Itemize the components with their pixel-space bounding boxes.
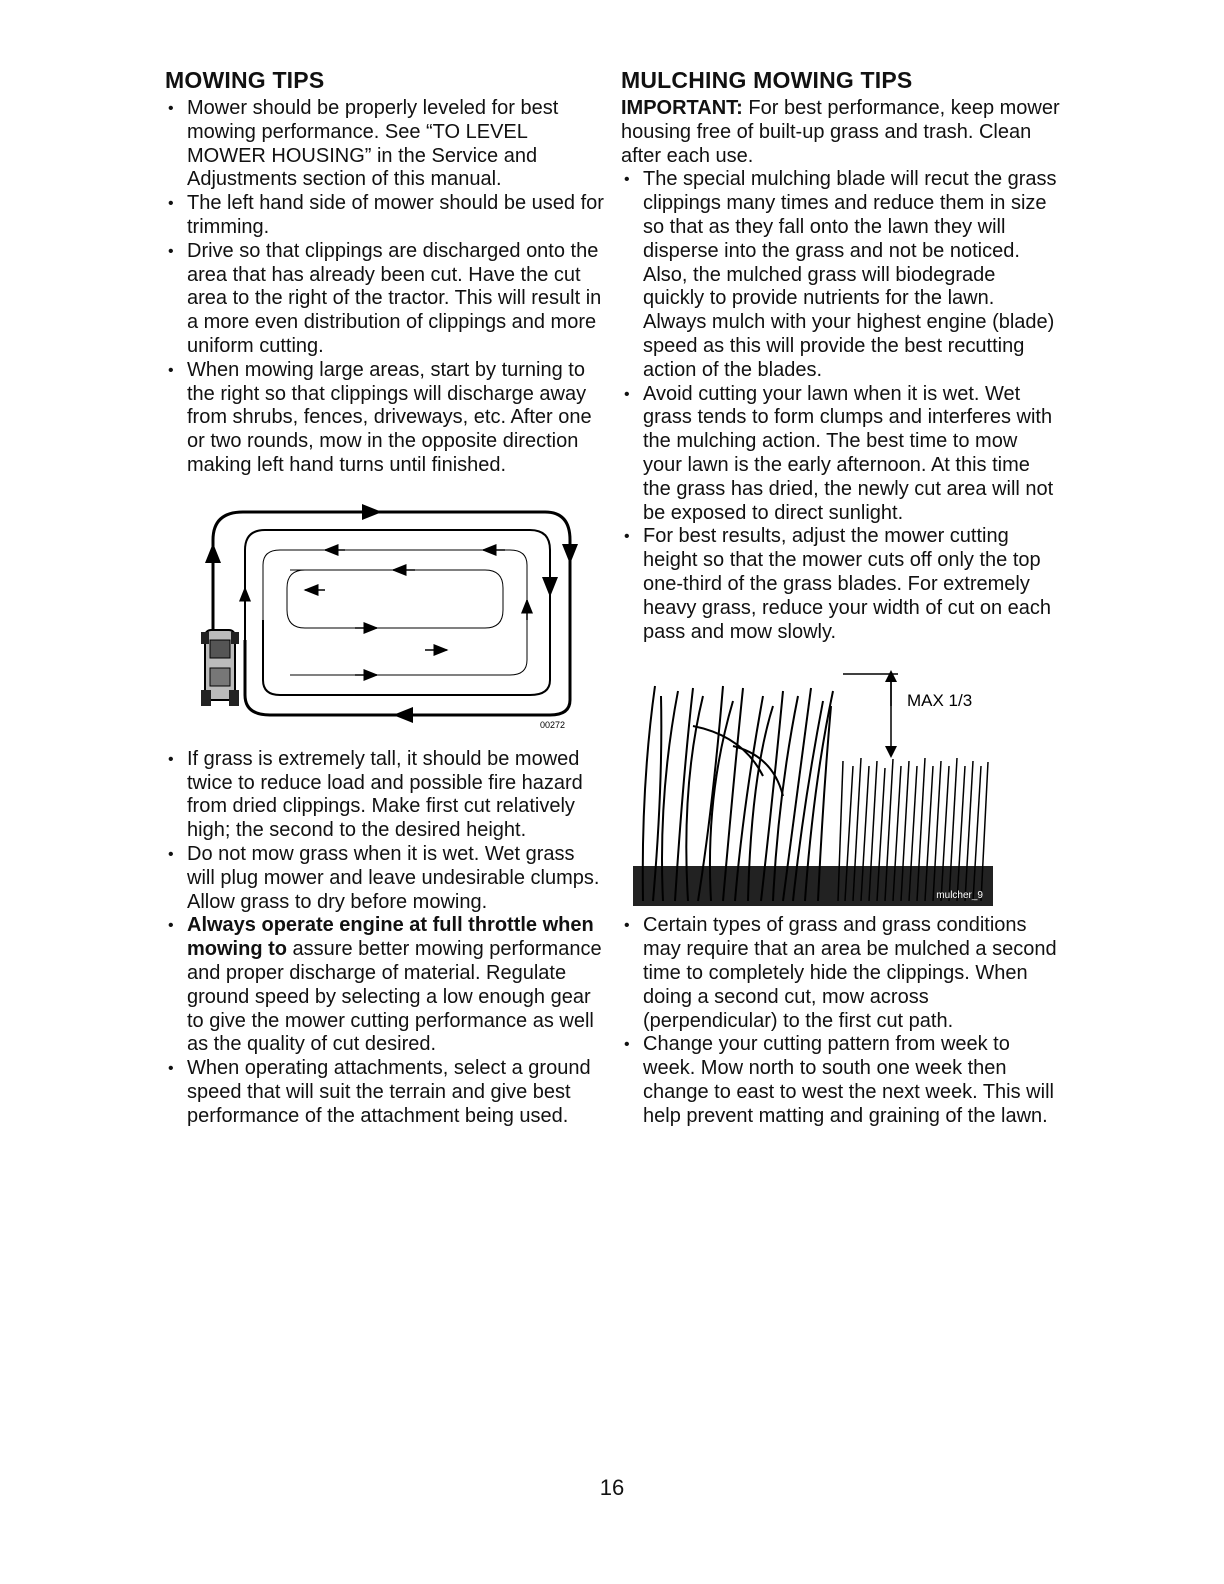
list-item: • The left hand side of mower should be used for trimming. [165,192,605,240]
grass-illustration [633,666,993,906]
list-item: • When mowing large areas, start by turning to the right so that clippings will discharge away from shrubs, fences, driveways, etc. After one or two rounds, mow in the opposite direction making left hand turns until finished. [165,359,605,478]
throttle-bold-text: Always operate engine at full throttle when mowing to [187,914,594,961]
list-item: • When operating attachments, select a ground speed that will suit the terrain and give best performance of the attachment being used. [165,1057,605,1128]
throttle-rest-text: assure better mowing performance and proper discharge of material. Regulate ground speed by selecting a low enough gear to give the mower cutting performance as well as the quality of cut desired. [187,938,602,1056]
pattern-figure-code: 00272 [539,719,565,730]
mowing-tips-list-a [165,97,605,478]
mulching-tips-list-a [621,168,1061,644]
important-note [621,97,1061,168]
right-column [621,66,1061,1129]
mulching-tips-heading: MULCHING MOWING TIPS [621,67,913,93]
list-item [165,914,605,1057]
list-item: • Certain types of grass and grass conditions may require that an area be mulched a second time to completely hide the clippings. When doing a second cut, mow across (perpendicular) to the first cut path. [621,914,1061,1033]
mowing-pattern-illustration [165,500,605,730]
grass-figure-code: mulcher_9 [936,890,983,902]
mowing-tips-list-b [165,748,605,1129]
list-item: • Change your cutting pattern from week to week. Mow north to south one week then change to east to west the next week. This will help prevent matting and graining of the lawn. [621,1033,1061,1128]
list-item: • Mower should be properly leveled for best mowing performance. See “TO LEVEL MOWER HOUSING” in the Service and Adjustments section of this manual. [165,97,605,192]
left-column [165,66,605,1129]
list-item: • Drive so that clippings are discharged onto the area that has already been cut. Have the cut area to the right of the tractor. This will result in a more even distribution of clippings and more uniform cutting. [165,240,605,359]
list-item: • If grass is extremely tall, it should be mowed twice to reduce load and possible fire hazard from dried clippings. Make first cut relatively high; the second to the desired height. [165,748,605,843]
mowing-pattern-diagram [165,500,605,730]
max-third-label: MAX 1/3 [907,691,973,711]
mowing-tips-heading: MOWING TIPS [165,67,325,93]
important-text: For best performance, keep mower housing free of built-up grass and trash. Clean after each use. [621,97,1060,167]
important-label: IMPORTANT: [621,97,743,119]
grass-height-diagram [633,666,1061,906]
list-item: • For best results, adjust the mower cutting height so that the mower cuts off only the top one-third of the grass blades. For extremely heavy grass, reduce your width of cut on each pass and mow slowly. [621,525,1061,644]
mulching-tips-list-b [621,914,1061,1128]
list-item: • Do not mow grass when it is wet. Wet grass will plug mower and leave undesirable clumps. Allow grass to dry before mowing. [165,843,605,914]
list-item: • The special mulching blade will recut the grass clippings many times and reduce them in size so that as they fall onto the lawn they will disperse into the grass and not be noticed. Also, the mulched grass will biodegrade quickly to provide nutrients for the lawn. Always mulch with your highest engine (blade) speed as this will provide the best recutting action of the blades. [621,168,1061,382]
page-number: 16 [599,1475,625,1500]
list-item: • Avoid cutting your lawn when it is wet. Wet grass tends to form clumps and interferes with the mulching action. The best time to mow your lawn is the early afternoon. At this time the grass has dried, the newly cut area will not be exposed to direct sunlight. [621,383,1061,526]
tractor-icon [201,630,239,706]
